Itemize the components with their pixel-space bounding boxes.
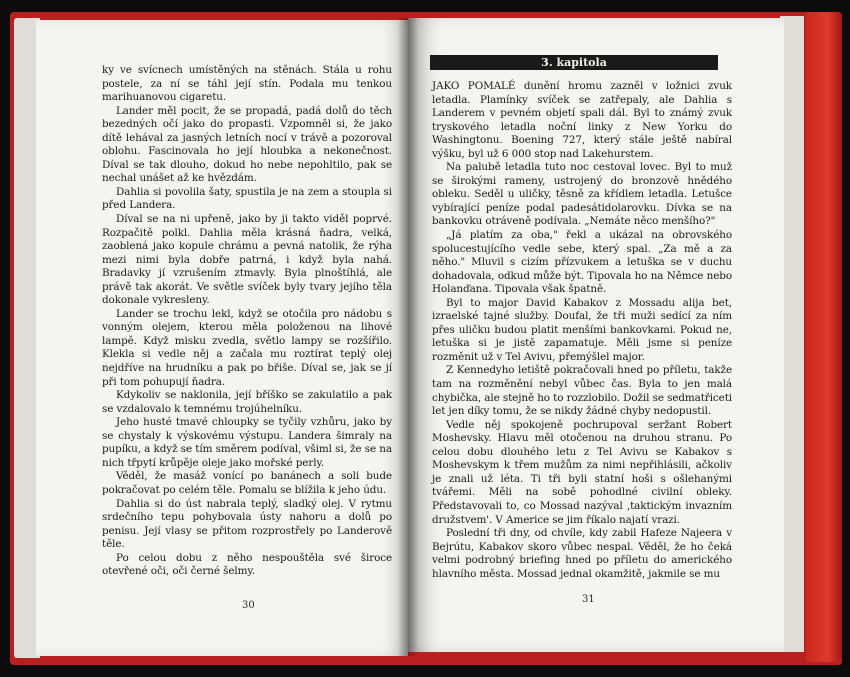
paragraph: Dahlia si do úst nabrala teplý, sladký olej. V rytmu srdečního tepu pohybovala ústy nahoru a dolů po penisu. Její vlasy se přitom rozprostřely po Landerově těle.: [102, 497, 392, 551]
paragraph: Po celou dobu z něho nespouštěla své široce otevřené oči, oči černé šelmy.: [102, 551, 392, 578]
chapter-heading: 3. kapitola: [430, 55, 718, 70]
paragraph: Jeho husté tmavé chloupky se tyčily vzhůru, jako by se chystaly k výskovému výstupu. Landera šimraly na pupíku, a když se tím směrem podíval, všiml si, že se na nich třpytí krůpěje oleje jako mořské perly.: [102, 416, 392, 469]
paragraph: „Já platím za oba," řekl a ukázal na obrovského spolucestujícího vedle sebe, který spal. „Za mě a za něho." Mluvil s cizím přízvukem a letuška se v duchu dohadovala, odkud může být. Tipovala ho na Němce nebo Holanďana. Tipovala však špatně.: [432, 229, 732, 296]
paragraph: Lander měl pocit, že se propadá, padá dolů do těch bezedných očí jako do propasti. Vzpomněl si, že jako dítě lehával za jasných letních nocí v trávě a pozoroval oblohu. Fascinovala ho její hloubka a nekonečnost. Díval se tak dlouho, dokud ho nebe nepohltilo, pak se nechal unášet až ke hvězdám.: [102, 104, 392, 185]
right-page-text: [432, 80, 732, 581]
page-number: 31: [582, 594, 595, 605]
paragraph: Kdykoliv se naklonila, její bříško se zakulatilo a pak se vzdalovalo k temnému trojúhelníku.: [102, 389, 392, 415]
paragraph: Věděl, že masáž vonící po banánech a soli bude pokračovat po celém těle. Pomalu se blížila k jeho údu.: [102, 470, 392, 496]
left-page-text: [102, 64, 392, 579]
book-gutter: [398, 18, 418, 656]
paragraph: JAKO POMALÉ dunění hromu zazněl v ložnici zvuk letadla. Plamínky svíček se zatřepaly, ale Dahlia s Landerem v pevném objetí spali dál. Byl to známý zvuk tryskového letadla noční linky z New Yorku do Washingtonu. Boening 727, který stále ještě nabíral výšku, byl už 6 000 stop nad Lakehurstem.: [432, 80, 732, 160]
paragraph: Vedle něj spokojeně pochrupoval seržant Robert Moshevsky. Hlavu měl otočenou na druhou stranu. Po celou dobu dlouhého letu z Tel Avivu se Kabakov s Moshevskym k třem mužům za nimi nepřihlásili, ačkoliv je znali už léta. Ti tři byli statní hoši s ošlehanými tvářemi. Měli na sobě pohodlné civilní obleky. Představovali to, co Mossad nazýval ‚taktickým invazním družstvem'. V Americe se jim říkalo najatí vrazi.: [432, 418, 732, 526]
paragraph: Byl to major David Kabakov z Mossadu alija bet, izraelské tajné služby. Doufal, že tři muži sedící za ním přes uličku budou platit menšími bankovkami. Pokud ne, letuška si je jistě zapamatuje. Měli jsme si peníze rozměnit už v Tel Avivu, přemýšlel major.: [432, 296, 732, 363]
paragraph: Dahlia si povolila šaty, spustila je na zem a stoupla si před Landera.: [102, 185, 392, 212]
right-page: [408, 18, 784, 652]
paragraph: Lander se trochu lekl, když se otočila pro nádobu s vonným olejem, kterou měla položenou na lihové lampě. Když misku zvedla, světlo lampy se rozšířilo. Klekla si vedle něj a začala mu roztírat teplý olej nejdříve na hrudníku a pak po břiše. Díval se, jak se jí při tom pohupují ňadra.: [102, 307, 392, 388]
paragraph: Poslední tři dny, od chvíle, kdy zabil Hafeze Najeera v Bejrútu, Kabakov skoro vůbec nespal. Věděl, že ho čeká velmi podrobný briefing hned po příletu do amerického hlavního města. Mossad jednal okamžitě, jakmile se mu: [432, 527, 732, 580]
book-cover-edge: [806, 12, 842, 662]
page-number: 30: [242, 600, 255, 611]
paragraph: ky ve svícnech umístěných na stěnách. Stála u rohu postele, za ní se táhl její stín. Podala mu tenkou marihuanovou cigaretu.: [102, 64, 392, 104]
paragraph: Na palubě letadla tuto noc cestoval lovec. Byl to muž se širokými rameny, ustrojený do bronzově hnědého obleku. Seděl u uličky, těsně za křídlem letadla. Letušce vybírající peníze podal padesátidolarovku. Dívka se na bankovku otráveně podívala. „Nemáte něco menšího?": [432, 161, 732, 228]
paragraph: Díval se na ni upřeně, jako by ji takto viděl poprvé. Rozpačitě polkl. Dahlia měla krásná ňadra, velká, zaoblená jako kopule chrámu a pevná natolik, že rýha mezi nimi byla dobře patrná, i když byla nahá. Bradavky jí vzrušením ztmavly. Byla plnoštíhlá, ale právě tak akorát. Ve světle svíček byly tvary jejího těla dokonale vykresleny.: [102, 213, 392, 307]
paragraph: Z Kennedyho letiště pokračovali hned po příletu, takže tam na rozměnění nebyl vůbec čas. Byla to jen malá chybička, ale stejně ho to rozzlobilo. Dožil se sedmatřiceti let jen díky tomu, že se nikdy žádné chyby nedopustil.: [432, 364, 732, 418]
left-page: [36, 20, 408, 656]
